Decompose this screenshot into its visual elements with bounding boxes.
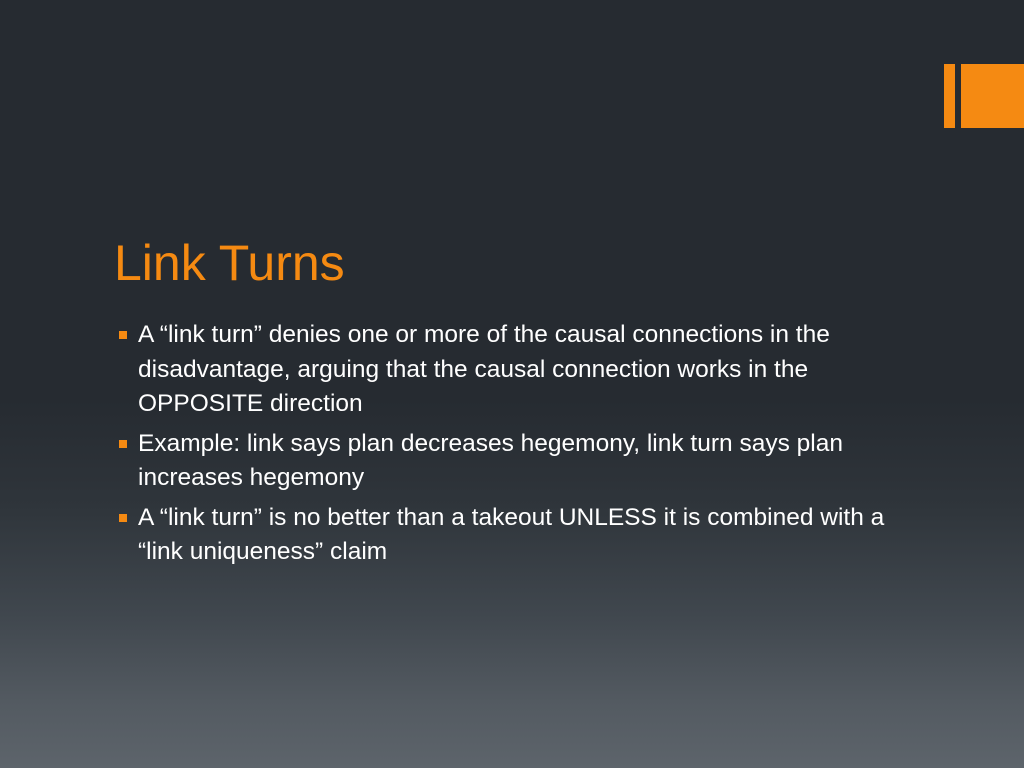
bullet-item-3 bbox=[118, 501, 908, 570]
accent-bar-thick bbox=[961, 64, 1024, 128]
bullet-list bbox=[118, 318, 908, 575]
square-bullet-icon bbox=[119, 514, 127, 522]
slide-title: Link Turns bbox=[114, 235, 345, 291]
bullet-text-3: A “link turn” is no better than a takeout UNLESS it is combined with a “link uniqueness” claim bbox=[138, 503, 885, 565]
bullet-item-1 bbox=[118, 318, 908, 422]
bullet-text-2: Example: link says plan decreases hegemony, link turn says plan increases hegemony bbox=[138, 429, 843, 491]
square-bullet-icon bbox=[119, 331, 127, 339]
accent-bar-thin bbox=[944, 64, 955, 128]
square-bullet-icon bbox=[119, 440, 127, 448]
bullet-item-2 bbox=[118, 427, 908, 496]
bullet-text-1: A “link turn” denies one or more of the causal connections in the disadvantage, arguing that the causal connection works in the OPPOSITE direction bbox=[138, 321, 830, 417]
